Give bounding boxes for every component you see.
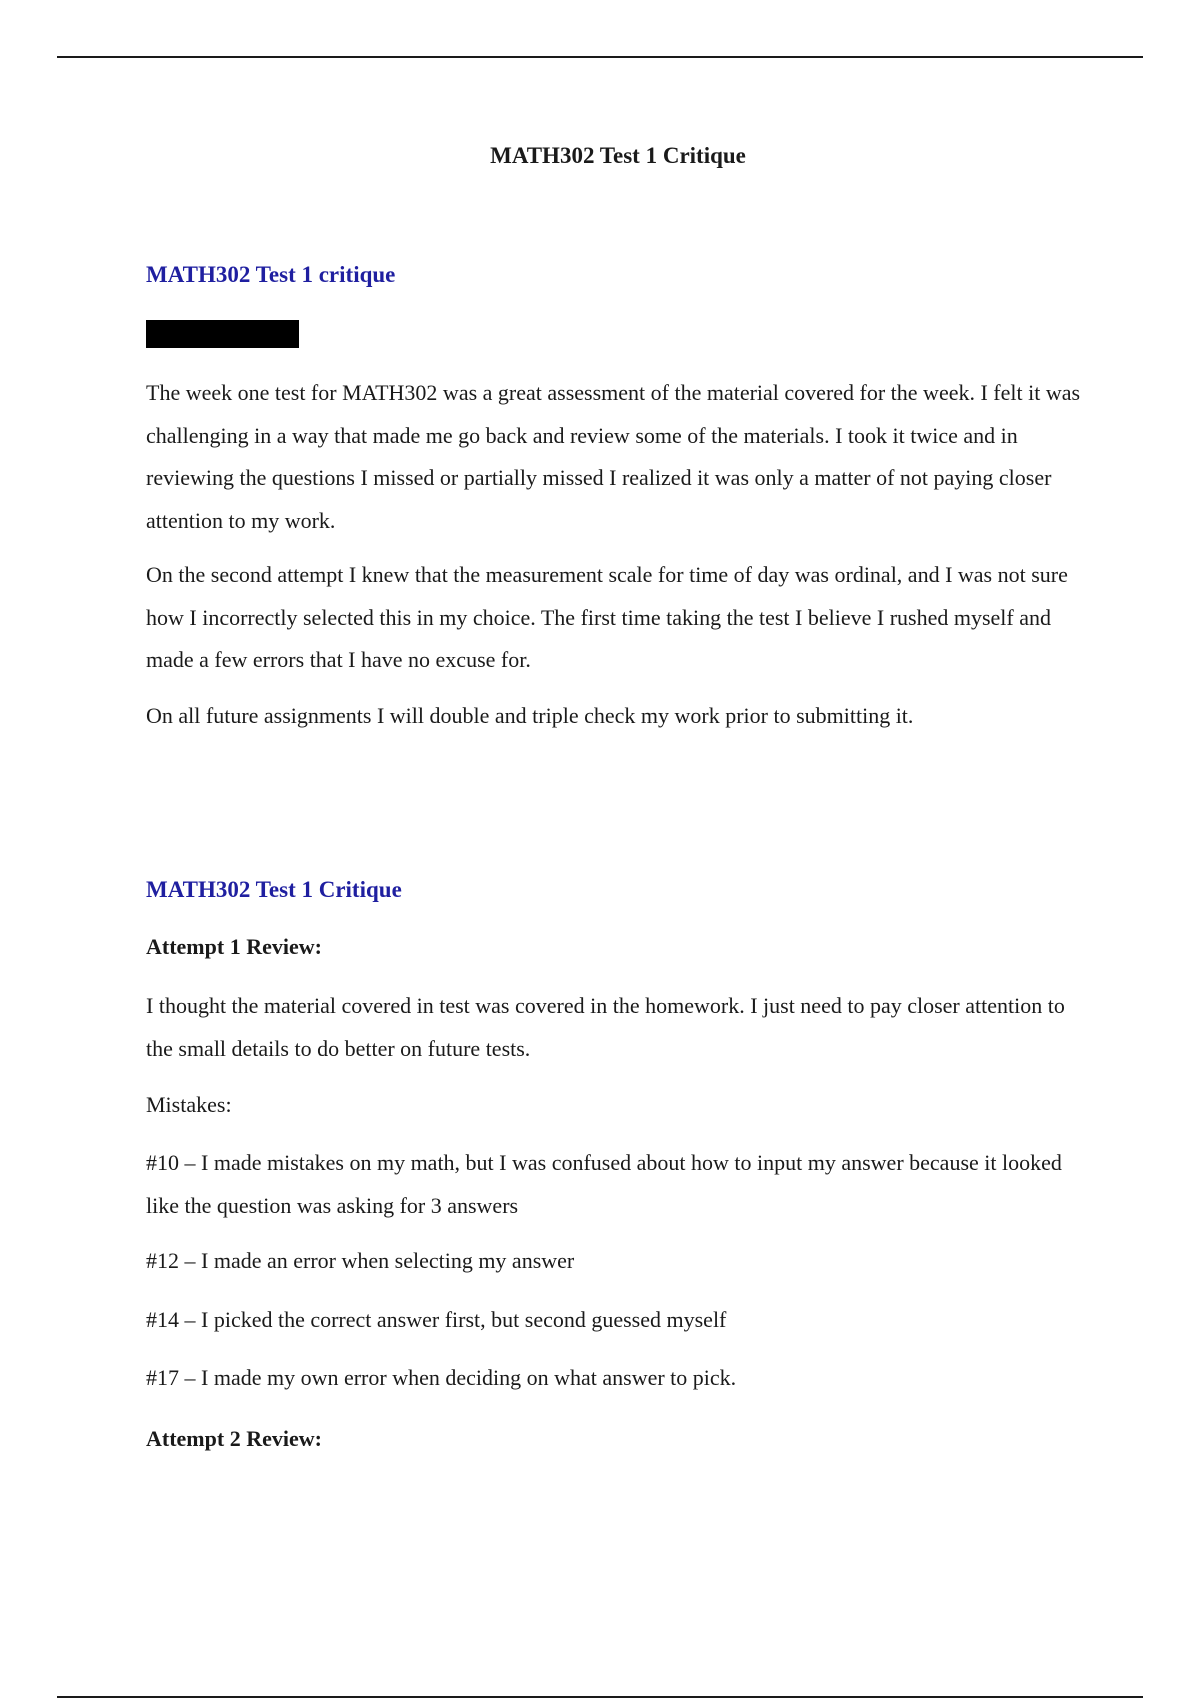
section-heading-critique-2: MATH302 Test 1 Critique [146,877,402,902]
critique-paragraph: The week one test for MATH302 was a great assessment of the material covered for the week. I felt it was challenging in a way that made me go back and review some of the materials. I took it twice and in reviewing the questions I missed or partially missed I realized it was only a matter of not paying closer attention to my work. [146,380,1081,533]
redacted-author-block [146,320,299,348]
bottom-rule [57,1696,1143,1698]
document-title: MATH302 Test 1 Critique [490,143,746,168]
mistake-item: #14 – I picked the correct answer first, but second guessed myself [146,1307,727,1332]
attempt-1-review-label: Attempt 1 Review: [146,934,322,959]
critique-paragraph: On all future assignments I will double and triple check my work prior to submitting it. [146,703,914,728]
attempt-1-review-text: I thought the material covered in test was covered in the homework. I just need to pay closer attention to the small details to do better on future tests. [146,993,1065,1061]
mistake-item: #12 – I made an error when selecting my answer [146,1248,575,1273]
attempt-2-review-label: Attempt 2 Review: [146,1426,322,1451]
critique-paragraph: On the second attempt I knew that the measurement scale for time of day was ordinal, and I was not sure how I incorrectly selected this in my choice. The first time taking the test I believe I rushed myself and made a few errors that I have no excuse for. [146,562,1068,672]
section-heading-critique: MATH302 Test 1 critique [146,262,396,287]
mistakes-label: Mistakes: [146,1092,232,1117]
mistake-item: #10 – I made mistakes on my math, but I was confused about how to input my answer because it looked like the question was asking for 3 answers [146,1150,1062,1218]
top-rule [57,56,1143,58]
mistake-item: #17 – I made my own error when deciding on what answer to pick. [146,1365,737,1390]
